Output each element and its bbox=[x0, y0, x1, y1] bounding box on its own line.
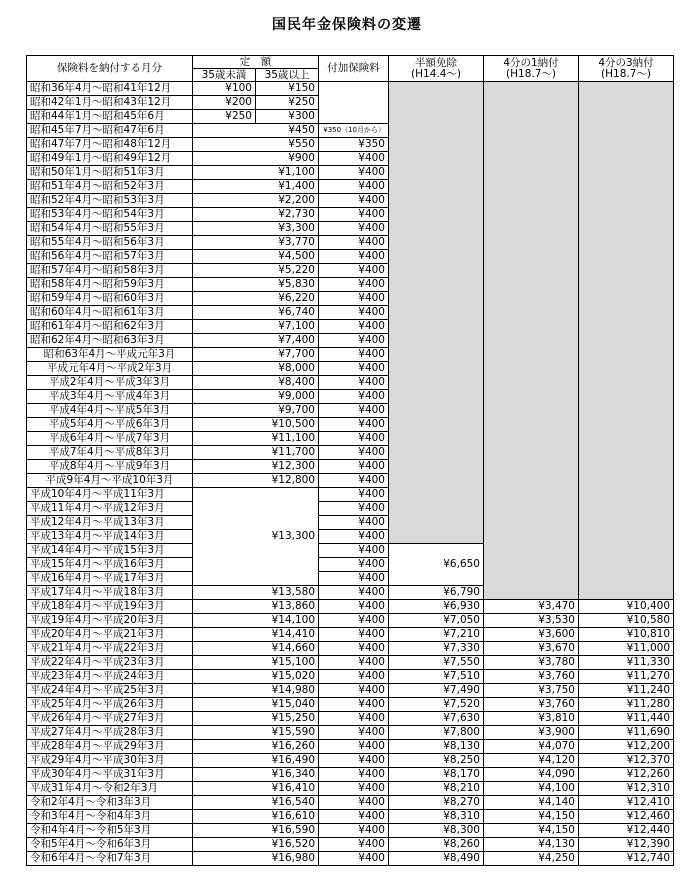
half-cell: ¥8,300 bbox=[389, 824, 484, 838]
fuka-cell: ¥400 bbox=[319, 488, 389, 502]
half-unavailable-cell bbox=[389, 82, 484, 544]
fuka-cell: ¥400 bbox=[319, 796, 389, 810]
quarter1-cell: ¥3,760 bbox=[484, 698, 579, 712]
table-row bbox=[27, 754, 674, 768]
fuka-empty-cell bbox=[319, 82, 389, 124]
header-half bbox=[389, 56, 484, 82]
header-period: 保険料を納付する月分 bbox=[27, 56, 193, 82]
quarter3-cell: ¥11,240 bbox=[579, 684, 674, 698]
fuka-cell: ¥400 bbox=[319, 236, 389, 250]
fee-cell: ¥2,200 bbox=[193, 194, 319, 208]
header-quarter3-label: 4分の3納付 bbox=[598, 57, 654, 69]
half-cell: ¥7,210 bbox=[389, 628, 484, 642]
period-cell: 昭和62年4月～昭和63年3月 bbox=[27, 334, 193, 348]
fuka-cell: ¥400 bbox=[319, 600, 389, 614]
fee-cell: ¥15,020 bbox=[193, 670, 319, 684]
fuka-cell: ¥400 bbox=[319, 446, 389, 460]
fee-cell: ¥14,980 bbox=[193, 684, 319, 698]
fuka-cell: ¥400 bbox=[319, 306, 389, 320]
table-row bbox=[27, 614, 674, 628]
table-row bbox=[27, 712, 674, 726]
period-cell: 平成19年4月～平成20年3月 bbox=[27, 614, 193, 628]
period-cell: 昭和42年1月～昭和43年12月 bbox=[27, 96, 193, 110]
quarter3-cell: ¥12,460 bbox=[579, 810, 674, 824]
header-quarter1 bbox=[484, 56, 579, 82]
fee-over35-cell: ¥300 bbox=[256, 110, 319, 124]
half-cell: ¥8,170 bbox=[389, 768, 484, 782]
table-row bbox=[27, 656, 674, 670]
period-cell: 平成26年4月～平成27年3月 bbox=[27, 712, 193, 726]
fuka-cell: ¥400 bbox=[319, 684, 389, 698]
quarter1-cell: ¥3,810 bbox=[484, 712, 579, 726]
table-row bbox=[27, 684, 674, 698]
quarter3-cell: ¥12,200 bbox=[579, 740, 674, 754]
fee-cell: ¥15,040 bbox=[193, 698, 319, 712]
period-cell: 令和5年4月～令和6年3月 bbox=[27, 838, 193, 852]
half-cell: ¥7,550 bbox=[389, 656, 484, 670]
fuka-cell: ¥400 bbox=[319, 362, 389, 376]
period-cell: 平成27年4月～平成28年3月 bbox=[27, 726, 193, 740]
half-cell: ¥8,250 bbox=[389, 754, 484, 768]
quarter3-cell: ¥12,740 bbox=[579, 852, 674, 866]
period-cell: 昭和36年4月～昭和41年12月 bbox=[27, 82, 193, 96]
period-cell: 平成2年4月～平成3年3月 bbox=[27, 376, 193, 390]
fee-cell: ¥9,000 bbox=[193, 390, 319, 404]
fuka-cell: ¥400 bbox=[319, 544, 389, 558]
header-half-since: (H14.4～) bbox=[411, 67, 461, 80]
table-row bbox=[27, 852, 674, 866]
fee-cell: ¥14,660 bbox=[193, 642, 319, 656]
period-cell: 平成24年4月～平成25年3月 bbox=[27, 684, 193, 698]
period-cell: 昭和52年4月～昭和53年3月 bbox=[27, 194, 193, 208]
header-over35: 35歳以上 bbox=[256, 69, 319, 82]
fee-cell: ¥12,800 bbox=[193, 474, 319, 488]
quarter3-cell: ¥10,580 bbox=[579, 614, 674, 628]
quarter1-cell: ¥3,530 bbox=[484, 614, 579, 628]
fee-cell: ¥11,700 bbox=[193, 446, 319, 460]
period-cell: 昭和61年4月～昭和62年3月 bbox=[27, 320, 193, 334]
quarter3-cell: ¥10,400 bbox=[579, 600, 674, 614]
quarter1-cell: ¥4,150 bbox=[484, 824, 579, 838]
fuka-cell: ¥400 bbox=[319, 726, 389, 740]
period-cell: 昭和54年4月～昭和55年3月 bbox=[27, 222, 193, 236]
fuka-cell: ¥400 bbox=[319, 460, 389, 474]
fuka-cell: ¥400 bbox=[319, 264, 389, 278]
period-cell: 平成21年4月～平成22年3月 bbox=[27, 642, 193, 656]
fee-cell: ¥13,580 bbox=[193, 586, 319, 600]
fee-cell: ¥15,250 bbox=[193, 712, 319, 726]
quarter3-unavailable-cell bbox=[579, 82, 674, 600]
quarter1-cell: ¥4,120 bbox=[484, 754, 579, 768]
fee-cell: ¥14,410 bbox=[193, 628, 319, 642]
period-cell: 令和6年4月～令和7年3月 bbox=[27, 852, 193, 866]
fuka-cell: ¥400 bbox=[319, 628, 389, 642]
fee-cell: ¥1,100 bbox=[193, 166, 319, 180]
fee-cell: ¥16,410 bbox=[193, 782, 319, 796]
header-half-label: 半額免除 bbox=[415, 57, 457, 69]
period-cell: 昭和50年1月～昭和51年3月 bbox=[27, 166, 193, 180]
table-row bbox=[27, 670, 674, 684]
table-row bbox=[27, 600, 674, 614]
table-body bbox=[27, 82, 674, 866]
fee-cell: ¥6,740 bbox=[193, 306, 319, 320]
half-cell: ¥7,490 bbox=[389, 684, 484, 698]
fee-cell: ¥14,100 bbox=[193, 614, 319, 628]
fee-cell: ¥900 bbox=[193, 152, 319, 166]
period-cell: 平成5年4月～平成6年3月 bbox=[27, 418, 193, 432]
quarter1-cell: ¥4,140 bbox=[484, 796, 579, 810]
half-cell: ¥7,050 bbox=[389, 614, 484, 628]
fuka-cell: ¥400 bbox=[319, 152, 389, 166]
header-quarter1-since: (H18.7～) bbox=[506, 67, 556, 80]
fee-cell: ¥11,100 bbox=[193, 432, 319, 446]
period-cell: 平成30年4月～平成31年3月 bbox=[27, 768, 193, 782]
period-cell: 平成25年4月～平成26年3月 bbox=[27, 698, 193, 712]
fuka-cell: ¥400 bbox=[319, 278, 389, 292]
fuka-cell: ¥400 bbox=[319, 404, 389, 418]
period-cell: 平成11年4月～平成12年3月 bbox=[27, 502, 193, 516]
fuka-cell: ¥400 bbox=[319, 838, 389, 852]
fee-cell: ¥16,490 bbox=[193, 754, 319, 768]
half-cell: ¥6,930 bbox=[389, 600, 484, 614]
table-row bbox=[27, 782, 674, 796]
fuka-cell: ¥400 bbox=[319, 348, 389, 362]
quarter1-cell: ¥3,670 bbox=[484, 642, 579, 656]
period-cell: 昭和49年1月～昭和49年12月 bbox=[27, 152, 193, 166]
half-frozen-cell: ¥6,650 bbox=[389, 544, 484, 586]
table-row bbox=[27, 796, 674, 810]
fee-cell: ¥10,500 bbox=[193, 418, 319, 432]
period-cell: 平成17年4月～平成18年3月 bbox=[27, 586, 193, 600]
period-cell: 昭和57年4月～昭和58年3月 bbox=[27, 264, 193, 278]
fee-cell: ¥8,000 bbox=[193, 362, 319, 376]
half-cell: ¥7,630 bbox=[389, 712, 484, 726]
period-cell: 平成9年4月～平成10年3月 bbox=[27, 474, 193, 488]
fuka-cell: ¥400 bbox=[319, 320, 389, 334]
header-teigaku: 定 額 bbox=[193, 56, 319, 69]
fee-cell: ¥16,540 bbox=[193, 796, 319, 810]
quarter3-cell: ¥11,000 bbox=[579, 642, 674, 656]
fuka-cell: ¥350（10月から） bbox=[319, 124, 389, 138]
quarter3-cell: ¥12,370 bbox=[579, 754, 674, 768]
period-cell: 平成6年4月～平成7年3月 bbox=[27, 432, 193, 446]
fuka-cell: ¥400 bbox=[319, 418, 389, 432]
period-cell: 昭和47年7月～昭和48年12月 bbox=[27, 138, 193, 152]
fuka-cell: ¥400 bbox=[319, 530, 389, 544]
fuka-cell: ¥400 bbox=[319, 432, 389, 446]
period-cell: 平成10年4月～平成11年3月 bbox=[27, 488, 193, 502]
quarter1-cell: ¥4,150 bbox=[484, 810, 579, 824]
period-cell: 平成22年4月～平成23年3月 bbox=[27, 656, 193, 670]
quarter3-cell: ¥12,260 bbox=[579, 768, 674, 782]
fuka-cell: ¥400 bbox=[319, 810, 389, 824]
quarter3-cell: ¥11,280 bbox=[579, 698, 674, 712]
fee-cell: ¥8,400 bbox=[193, 376, 319, 390]
fee-cell: ¥5,830 bbox=[193, 278, 319, 292]
fee-cell: ¥16,520 bbox=[193, 838, 319, 852]
period-cell: 平成28年4月～平成29年3月 bbox=[27, 740, 193, 754]
fee-cell: ¥550 bbox=[193, 138, 319, 152]
period-cell: 昭和53年4月～昭和54年3月 bbox=[27, 208, 193, 222]
fee-cell: ¥1,400 bbox=[193, 180, 319, 194]
quarter3-cell: ¥10,810 bbox=[579, 628, 674, 642]
period-cell: 昭和55年4月～昭和56年3月 bbox=[27, 236, 193, 250]
fuka-cell: ¥400 bbox=[319, 474, 389, 488]
fee-cell: ¥4,500 bbox=[193, 250, 319, 264]
table-row bbox=[27, 838, 674, 852]
fuka-cell: ¥400 bbox=[319, 516, 389, 530]
period-cell: 平成16年4月～平成17年3月 bbox=[27, 572, 193, 586]
period-cell: 平成7年4月～平成8年3月 bbox=[27, 446, 193, 460]
period-cell: 昭和63年4月～平成元年3月 bbox=[27, 348, 193, 362]
fuka-cell: ¥400 bbox=[319, 390, 389, 404]
table-row bbox=[27, 726, 674, 740]
quarter1-cell: ¥3,780 bbox=[484, 656, 579, 670]
table-row bbox=[27, 810, 674, 824]
quarter1-cell: ¥3,900 bbox=[484, 726, 579, 740]
header-under35: 35歳未満 bbox=[193, 69, 256, 82]
quarter1-cell: ¥4,250 bbox=[484, 852, 579, 866]
header-row-1 bbox=[27, 56, 674, 69]
fee-cell: ¥7,400 bbox=[193, 334, 319, 348]
period-cell: 昭和44年1月～昭和45年6月 bbox=[27, 110, 193, 124]
page-title: 国民年金保険料の変遷 bbox=[272, 17, 422, 33]
period-cell: 昭和51年4月～昭和52年3月 bbox=[27, 180, 193, 194]
fuka-cell: ¥400 bbox=[319, 180, 389, 194]
period-cell: 平成元年4月～平成2年3月 bbox=[27, 362, 193, 376]
fuka-cell: ¥400 bbox=[319, 572, 389, 586]
fee-under35-cell: ¥200 bbox=[193, 96, 256, 110]
fee-cell: ¥16,260 bbox=[193, 740, 319, 754]
period-cell: 昭和60年4月～昭和61年3月 bbox=[27, 306, 193, 320]
quarter1-cell: ¥3,600 bbox=[484, 628, 579, 642]
fee-cell: ¥9,700 bbox=[193, 404, 319, 418]
fuka-cell: ¥400 bbox=[319, 194, 389, 208]
period-cell: 昭和58年4月～昭和59年3月 bbox=[27, 278, 193, 292]
quarter1-cell: ¥4,070 bbox=[484, 740, 579, 754]
quarter1-unavailable-cell bbox=[484, 82, 579, 600]
period-cell: 令和3年4月～令和4年3月 bbox=[27, 810, 193, 824]
quarter1-cell: ¥4,100 bbox=[484, 782, 579, 796]
fuka-cell: ¥400 bbox=[319, 250, 389, 264]
period-cell: 平成18年4月～平成19年3月 bbox=[27, 600, 193, 614]
fee-cell: ¥16,340 bbox=[193, 768, 319, 782]
fuka-cell: ¥400 bbox=[319, 670, 389, 684]
period-cell: 平成20年4月～平成21年3月 bbox=[27, 628, 193, 642]
period-cell: 平成23年4月～平成24年3月 bbox=[27, 670, 193, 684]
fee-cell: ¥7,700 bbox=[193, 348, 319, 362]
header-quarter3 bbox=[579, 56, 674, 82]
fee-cell: ¥15,100 bbox=[193, 656, 319, 670]
header-fuka: 付加保険料 bbox=[319, 56, 389, 82]
fuka-cell: ¥400 bbox=[319, 754, 389, 768]
fee-cell: ¥12,300 bbox=[193, 460, 319, 474]
fuka-cell: ¥400 bbox=[319, 376, 389, 390]
fee-cell: ¥5,220 bbox=[193, 264, 319, 278]
quarter1-cell: ¥3,750 bbox=[484, 684, 579, 698]
table-row bbox=[27, 642, 674, 656]
quarter3-cell: ¥12,310 bbox=[579, 782, 674, 796]
quarter1-cell: ¥4,130 bbox=[484, 838, 579, 852]
period-cell: 平成31年4月～令和2年3月 bbox=[27, 782, 193, 796]
half-cell: ¥7,800 bbox=[389, 726, 484, 740]
quarter3-cell: ¥11,690 bbox=[579, 726, 674, 740]
period-cell: 昭和56年4月～昭和57年3月 bbox=[27, 250, 193, 264]
contribution-history-table bbox=[26, 55, 674, 866]
half-cell: ¥7,510 bbox=[389, 670, 484, 684]
half-cell: ¥6,790 bbox=[389, 586, 484, 600]
fuka-cell: ¥400 bbox=[319, 656, 389, 670]
quarter3-cell: ¥11,330 bbox=[579, 656, 674, 670]
fee-cell: ¥7,100 bbox=[193, 320, 319, 334]
table-row bbox=[27, 698, 674, 712]
period-cell: 平成12年4月～平成13年3月 bbox=[27, 516, 193, 530]
fuka-cell: ¥400 bbox=[319, 824, 389, 838]
fuka-cell: ¥400 bbox=[319, 852, 389, 866]
quarter3-cell: ¥12,440 bbox=[579, 824, 674, 838]
half-cell: ¥8,490 bbox=[389, 852, 484, 866]
quarter3-cell: ¥12,410 bbox=[579, 796, 674, 810]
period-cell: 平成14年4月～平成15年3月 bbox=[27, 544, 193, 558]
fuka-cell: ¥400 bbox=[319, 614, 389, 628]
period-cell: 平成15年4月～平成16年3月 bbox=[27, 558, 193, 572]
fee-cell: ¥15,590 bbox=[193, 726, 319, 740]
fee-cell: ¥13,860 bbox=[193, 600, 319, 614]
period-cell: 平成29年4月～平成30年3月 bbox=[27, 754, 193, 768]
quarter3-cell: ¥11,440 bbox=[579, 712, 674, 726]
period-cell: 平成13年4月～平成14年3月 bbox=[27, 530, 193, 544]
fuka-cell: ¥400 bbox=[319, 558, 389, 572]
fee-cell: ¥16,610 bbox=[193, 810, 319, 824]
fee-cell: ¥6,220 bbox=[193, 292, 319, 306]
table-row bbox=[27, 740, 674, 754]
header-quarter1-label: 4分の1納付 bbox=[503, 57, 559, 69]
table-row bbox=[27, 768, 674, 782]
fuka-cell: ¥400 bbox=[319, 502, 389, 516]
fee-cell: ¥2,730 bbox=[193, 208, 319, 222]
half-cell: ¥8,260 bbox=[389, 838, 484, 852]
fee-over35-cell: ¥150 bbox=[256, 82, 319, 96]
fuka-cell: ¥400 bbox=[319, 768, 389, 782]
half-cell: ¥8,270 bbox=[389, 796, 484, 810]
period-cell: 令和4年4月～令和5年3月 bbox=[27, 824, 193, 838]
quarter1-cell: ¥4,090 bbox=[484, 768, 579, 782]
fee-cell: ¥16,590 bbox=[193, 824, 319, 838]
quarter1-cell: ¥3,470 bbox=[484, 600, 579, 614]
fuka-cell: ¥400 bbox=[319, 222, 389, 236]
half-cell: ¥8,130 bbox=[389, 740, 484, 754]
fuka-cell: ¥400 bbox=[319, 782, 389, 796]
period-cell: 昭和45年7月～昭和47年6月 bbox=[27, 124, 193, 138]
fee-cell: ¥16,980 bbox=[193, 852, 319, 866]
table-row bbox=[27, 824, 674, 838]
fee-cell: ¥3,300 bbox=[193, 222, 319, 236]
fuka-cell: ¥400 bbox=[319, 166, 389, 180]
table-row bbox=[27, 628, 674, 642]
quarter1-cell: ¥3,760 bbox=[484, 670, 579, 684]
fee-under35-cell: ¥100 bbox=[193, 82, 256, 96]
half-cell: ¥8,310 bbox=[389, 810, 484, 824]
half-cell: ¥7,330 bbox=[389, 642, 484, 656]
fuka-cell: ¥400 bbox=[319, 292, 389, 306]
fuka-cell: ¥400 bbox=[319, 334, 389, 348]
fee-cell: ¥3,770 bbox=[193, 236, 319, 250]
fuka-cell: ¥400 bbox=[319, 712, 389, 726]
fuka-cell: ¥350 bbox=[319, 138, 389, 152]
period-cell: 昭和59年4月～昭和60年3月 bbox=[27, 292, 193, 306]
fuka-cell: ¥400 bbox=[319, 698, 389, 712]
fuka-cell: ¥400 bbox=[319, 740, 389, 754]
fee-cell: ¥450 bbox=[193, 124, 319, 138]
quarter3-cell: ¥12,390 bbox=[579, 838, 674, 852]
period-cell: 平成4年4月～平成5年3月 bbox=[27, 404, 193, 418]
fuka-cell: ¥400 bbox=[319, 208, 389, 222]
period-cell: 平成3年4月～平成4年3月 bbox=[27, 390, 193, 404]
period-cell: 平成8年4月～平成9年3月 bbox=[27, 460, 193, 474]
header-quarter3-since: (H18.7～) bbox=[601, 67, 651, 80]
fee-over35-cell: ¥250 bbox=[256, 96, 319, 110]
period-cell: 令和2年4月～令和3年3月 bbox=[27, 796, 193, 810]
half-cell: ¥7,520 bbox=[389, 698, 484, 712]
fee-under35-cell: ¥250 bbox=[193, 110, 256, 124]
fuka-cell: ¥400 bbox=[319, 642, 389, 656]
quarter3-cell: ¥11,270 bbox=[579, 670, 674, 684]
frozen-fee-cell: ¥13,300 bbox=[193, 488, 319, 586]
table-row bbox=[27, 82, 674, 96]
half-cell: ¥8,210 bbox=[389, 782, 484, 796]
fuka-cell: ¥400 bbox=[319, 586, 389, 600]
